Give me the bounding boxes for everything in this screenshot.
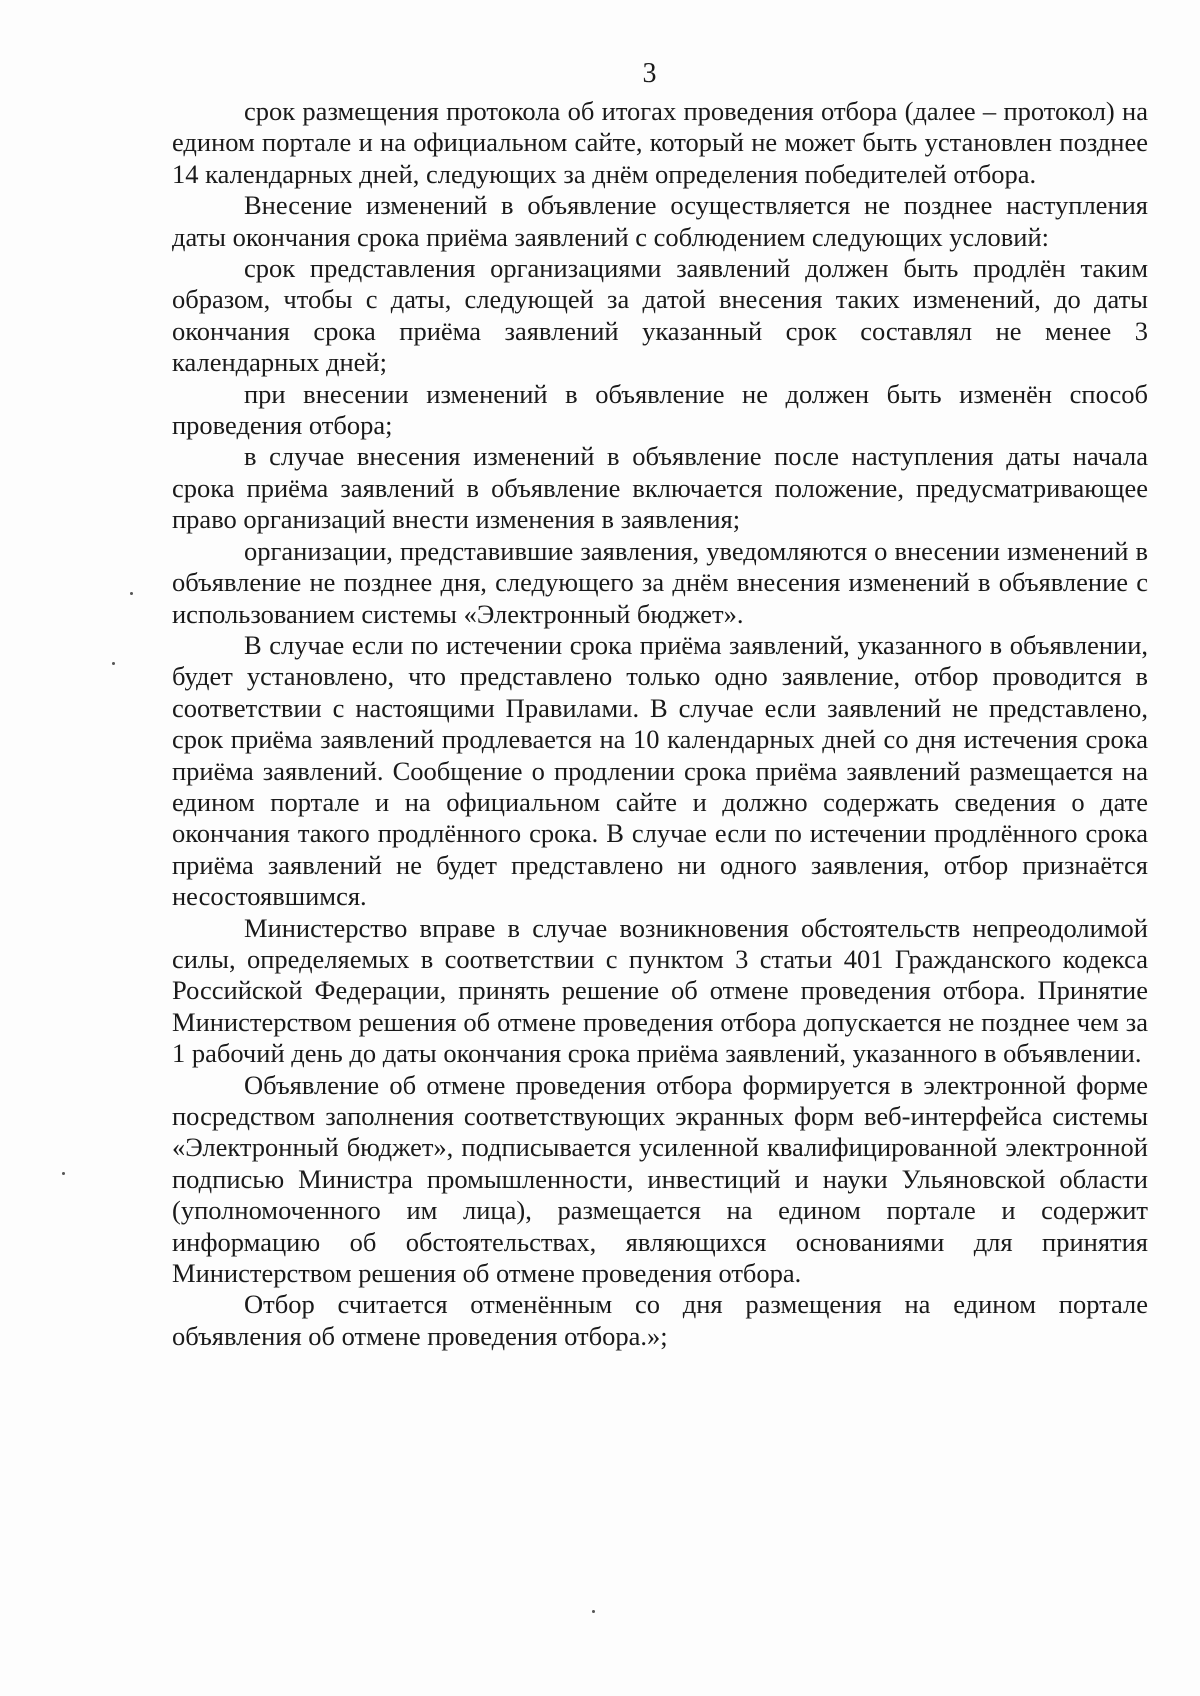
paragraph-changes-intro: Внесение изменений в объявление осуществляется не позднее наступления даты окончания срока приёма заявлений с соблюдением следующих условий: [172, 190, 1148, 252]
document-body [172, 96, 1148, 1352]
paragraph-protocol-deadline: срок размещения протокола об итогах проведения отбора (далее – протокол) на едином портале и на официальном сайте, который не может быть установлен позднее 14 календарных дней, следующих за днём определения победителей отбора. [172, 96, 1148, 189]
page-number: 3 [642, 58, 657, 89]
scan-speck [130, 592, 133, 595]
paragraph-cancellation-notice: Объявление об отмене проведения отбора формируется в электронной форме посредством заполнения соответствующих экранных форм веб-интерфейса системы «Электронный бюджет», подписывается усиленной квалифицированной электронной подписью Министра промышленности, инвестиций и науки Ульяновской области (уполномоченного им лица), размещается на едином портале и содержит информацию об обстоятельствах, являющихся основаниями для принятия Министерством решения об отмене проведения отбора. [172, 1069, 1148, 1289]
scan-speck [112, 662, 115, 665]
scan-speck [62, 1172, 65, 1175]
paragraph-right-to-amend: в случае внесения изменений в объявление после наступления даты начала срока приёма заявлений в объявление включается положение, предусматривающее право организаций внести изменения в заявления; [172, 441, 1148, 535]
paragraph-extension-condition: срок представления организациями заявлений должен быть продлён таким образом, чтобы с даты, следующей за датой внесения таких изменений, до даты окончания срока приёма заявлений указанный срок составлял не менее 3 календарных дней; [172, 253, 1148, 378]
scan-speck [592, 1610, 595, 1613]
paragraph-notification: организации, представившие заявления, уведомляются о внесении изменений в объявление не позднее дня, следующего за днём внесения изменений в объявление с использованием системы «Электронный бюджет». [172, 535, 1148, 629]
paragraph-method-unchanged: при внесении изменений в объявление не должен быть изменён способ проведения отбора; [172, 378, 1148, 441]
paragraph-cancellation-effective: Отбор считается отменённым со дня размещения на едином портале объявления об отмене проведения отбора.»; [172, 1289, 1148, 1351]
paragraph-force-majeure: Министерство вправе в случае возникновения обстоятельств непреодолимой силы, определяемых в соответствии с пунктом 3 статьи 401 Гражданского кодекса Российской Федерации, принять решение об отмене проведения отбора. Принятие Министерством решения об отмене проведения отбора допускается не позднее чем за 1 рабочий день до даты окончания срока приёма заявлений, указанного в объявлении. [172, 912, 1148, 1069]
paragraph-single-application: В случае если по истечении срока приёма заявлений, указанного в объявлении, будет установлено, что представлено только одно заявление, отбор проводится в соответствии с настоящими Правилами. В случае если заявлений не представлено, срок приёма заявлений продлевается на 10 календарных дней со дня истечения срока приёма заявлений. Сообщение о продлении срока приёма заявлений размещается на едином портале и на официальном сайте и должно содержать сведения о дате окончания такого продлённого срока. В случае если по истечении продлённого срока приёма заявлений не будет представлено ни одного заявления, отбор признаётся несостоявшимся. [172, 629, 1148, 912]
